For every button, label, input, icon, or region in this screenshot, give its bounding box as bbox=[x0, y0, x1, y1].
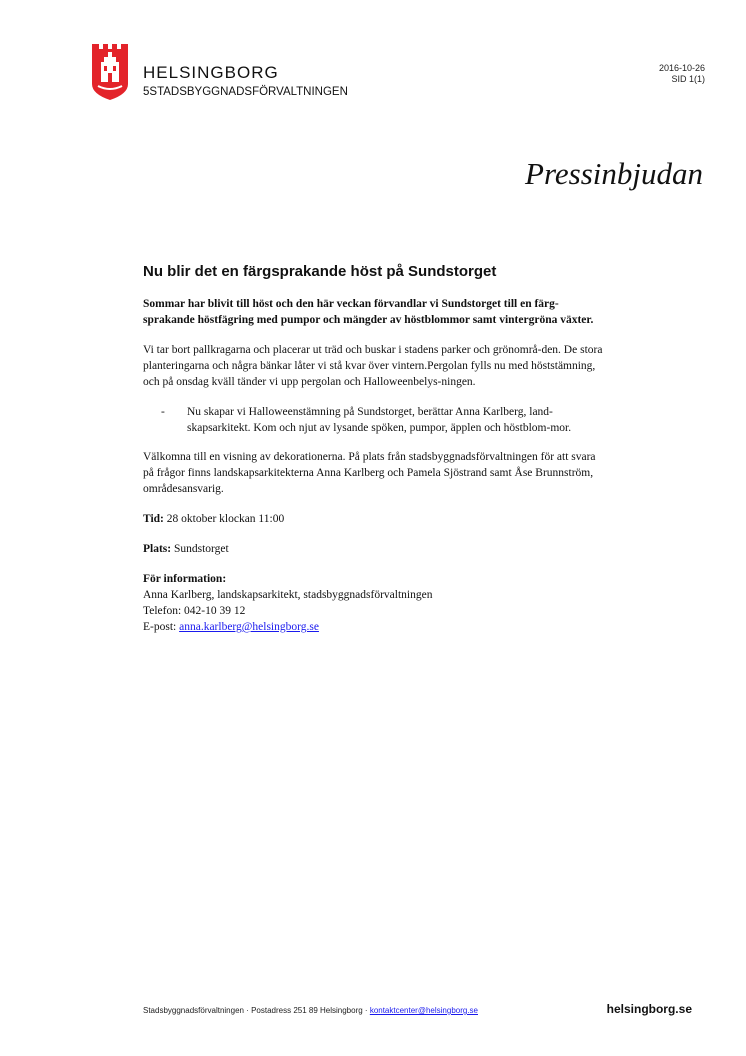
contact-name: Anna Karlberg, landskapsarkitekt, stadsbyggnadsförvaltningen bbox=[143, 589, 433, 601]
place-value: Sundstorget bbox=[171, 543, 229, 555]
quote-text: Nu skapar vi Halloweenstämning på Sundstorget, berättar Anna Karlberg, land-skapsarkitekt. Kom och njut av lysande spöken, pumpor, äpplen och höstblom-mor. bbox=[187, 406, 572, 434]
press-release-body bbox=[143, 263, 608, 635]
footer-website[interactable]: helsingborg.se bbox=[606, 1002, 692, 1016]
time-value: 28 oktober klockan 11:00 bbox=[163, 513, 285, 525]
lead-paragraph: Sommar har blivit till höst och den här veckan förvandlar vi Sundstorget till en färg-sprakande höstfägring med pumpor och mängder av höstblommor samt vintergröna växter. bbox=[143, 298, 594, 326]
place-label: Plats: bbox=[143, 543, 172, 555]
footer-address bbox=[143, 1006, 478, 1015]
page-number: SID 1(1) bbox=[671, 74, 705, 84]
helsingborg-crest-icon bbox=[92, 44, 128, 100]
document-type-title: Pressinbjudan bbox=[525, 156, 703, 191]
email-prefix: E-post: bbox=[143, 621, 180, 633]
quote-item bbox=[161, 404, 608, 436]
info-label: För information: bbox=[143, 573, 227, 585]
document-date: 2016-10-26 bbox=[658, 63, 705, 73]
department-name: 5STADSBYGGNADSFÖRVALTNINGEN bbox=[143, 86, 348, 98]
quote-dash: - bbox=[161, 406, 165, 418]
footer-text: Stadsbyggnadsförvaltningen · Postadress 251 89 Helsingborg · bbox=[143, 1006, 370, 1015]
body-paragraph-1: Vi tar bort pallkragarna och placerar ut träd och buskar i stadens parker och grönområ-den. De stora planteringarna och några bänkar låter vi stå kvar över vintern.Pergolan fylls nu med höststämning, och på onsdag kväll tänder vi upp pergolan och Halloweenbelys-ningen. bbox=[143, 344, 603, 388]
place-line bbox=[143, 541, 608, 557]
org-name: HELSINGBORG bbox=[143, 63, 279, 82]
time-label: Tid: bbox=[143, 513, 164, 525]
time-line bbox=[143, 511, 608, 527]
contact-email-line bbox=[143, 619, 608, 635]
footer-email-link[interactable]: kontaktcenter@helsingborg.se bbox=[369, 1006, 478, 1015]
contact-email-link[interactable]: anna.karlberg@helsingborg.se bbox=[179, 621, 319, 633]
headline: Nu blir det en färgsprakande höst på Sundstorget bbox=[143, 263, 497, 280]
contact-phone: Telefon: 042-10 39 12 bbox=[143, 605, 246, 617]
body-paragraph-2: Välkomna till en visning av dekorationerna. På plats från stadsbyggnadsförvaltningen för att svara på frågor finns landskapsarkitekterna Anna Karlberg och Pamela Sjöstrand samt Åse Brunnström, områdesansvarig. bbox=[143, 451, 596, 495]
document-meta bbox=[659, 63, 705, 85]
